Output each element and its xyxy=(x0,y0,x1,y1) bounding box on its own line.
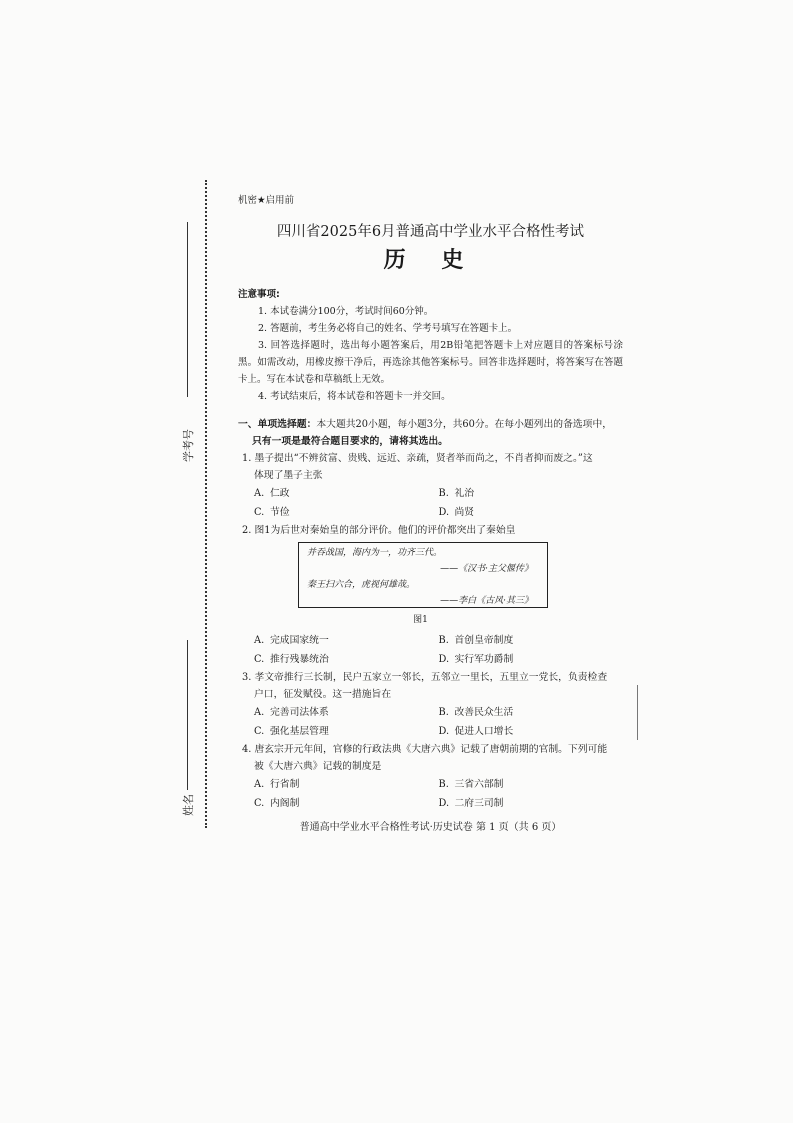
notice-list xyxy=(238,303,623,405)
notice-item: 2. 答题前，考生务必将自己的姓名、学考号填写在答题卡上。 xyxy=(258,323,518,334)
option-d[interactable]: D. 尚贤 xyxy=(438,507,475,518)
options xyxy=(238,775,623,813)
question-1 xyxy=(238,450,623,522)
option-c[interactable]: C. 强化基层管理 xyxy=(254,726,329,737)
option-d[interactable]: D. 二府三司制 xyxy=(438,798,504,809)
quote-line: 并吞战国，海内为一，功齐三代。 xyxy=(307,548,443,558)
question-3 xyxy=(238,669,623,741)
option-a[interactable]: A. 仁政 xyxy=(254,488,290,499)
option-b[interactable]: B. 礼治 xyxy=(438,488,475,499)
section-instructions: 本大题共20小题，每小题3分，共60分。在每小题列出的备选项中， xyxy=(316,419,613,430)
exam-content xyxy=(238,192,623,813)
name-blank-line xyxy=(187,640,188,790)
option-c[interactable]: C. 内阁制 xyxy=(254,798,300,809)
notice-heading: 注意事项: xyxy=(238,289,280,300)
option-d[interactable]: D. 促进人口增长 xyxy=(438,726,514,737)
binding-dotted-line xyxy=(205,180,207,828)
exam-title: 四川省2025年6月普通高中学业水平合格性考试 xyxy=(276,224,585,240)
section-instructions-cont: 只有一项是最符合题目要求的，请将其选出。 xyxy=(252,436,448,447)
quote-line: 秦王扫六合，虎视何雄哉。 xyxy=(307,580,416,590)
question-stem-cont: 户口，征发赋役。这一措施旨在 xyxy=(254,689,392,700)
section-title: 一、单项选择题： xyxy=(238,419,317,430)
option-c[interactable]: C. 节俭 xyxy=(254,507,290,518)
question-stem-cont: 被《大唐六典》记载的制度是 xyxy=(254,761,382,772)
question-stem: 2. 图1为后世对秦始皇的部分评价。他们的评价都突出了秦始皇 xyxy=(242,525,516,536)
options xyxy=(238,703,623,741)
option-b[interactable]: B. 首创皇帝制度 xyxy=(438,635,514,646)
notice-item: 1. 本试卷满分100分，考试时间60分钟。 xyxy=(258,306,434,317)
notice-item: 4. 考试结束后，将本试卷和答题卡一并交回。 xyxy=(258,391,451,402)
option-c[interactable]: C. 推行残暴统治 xyxy=(254,654,329,665)
name-label: 姓名 xyxy=(182,794,195,816)
notice-item: 3. 回答选择题时，选出每小题答案后，用2B铅笔把答题卡上对应题目的答案标号涂黑。如需改动，用橡皮擦干净后，再选涂其他答案标号。回答非选择题时，将答案写在答题卡上。写在本试卷和草稿纸上无效。 xyxy=(238,340,623,385)
option-b[interactable]: B. 改善民众生活 xyxy=(438,707,514,718)
id-label: 学考号 xyxy=(182,429,195,462)
subject-title: 历 史 xyxy=(383,247,478,273)
question-4 xyxy=(238,741,623,813)
quote-source: ——《汉书·主父偃传》 xyxy=(440,564,533,574)
option-a[interactable]: A. 完善司法体系 xyxy=(254,707,329,718)
figure-quote-box xyxy=(298,542,548,608)
id-blank-line xyxy=(187,222,188,397)
question-stem: 1. 墨子提出“不辨贫富、贵贱、远近、亲疏，贤者举而尚之，不肖者抑而废之。”这 xyxy=(242,453,593,464)
question-stem: 4. 唐玄宗开元年间，官修的行政法典《大唐六典》记载了唐朝前期的官制。下列可能 xyxy=(242,744,608,755)
question-2 xyxy=(238,522,623,669)
option-a[interactable]: A. 行省制 xyxy=(254,779,300,790)
question-stem-cont: 体现了墨子主张 xyxy=(254,470,323,481)
scan-mark xyxy=(637,685,638,740)
option-b[interactable]: B. 三省六部制 xyxy=(438,779,504,790)
options xyxy=(238,484,623,522)
page-footer: 普通高中学业水平合格性考试·历史试卷 第 1 页（共 6 页） xyxy=(299,822,562,833)
question-stem: 3. 孝文帝推行三长制，民户五家立一邻长，五邻立一里长，五里立一党长，负责检查 xyxy=(242,672,608,683)
section-heading xyxy=(238,416,623,433)
quote-source: ——李白《古风·其三》 xyxy=(440,596,533,606)
options xyxy=(238,631,623,669)
option-d[interactable]: D. 实行军功爵制 xyxy=(438,654,514,665)
confidential-mark: 机密★启用前 xyxy=(238,195,295,206)
option-a[interactable]: A. 完成国家统一 xyxy=(254,635,329,646)
figure-label: 图1 xyxy=(413,615,428,625)
